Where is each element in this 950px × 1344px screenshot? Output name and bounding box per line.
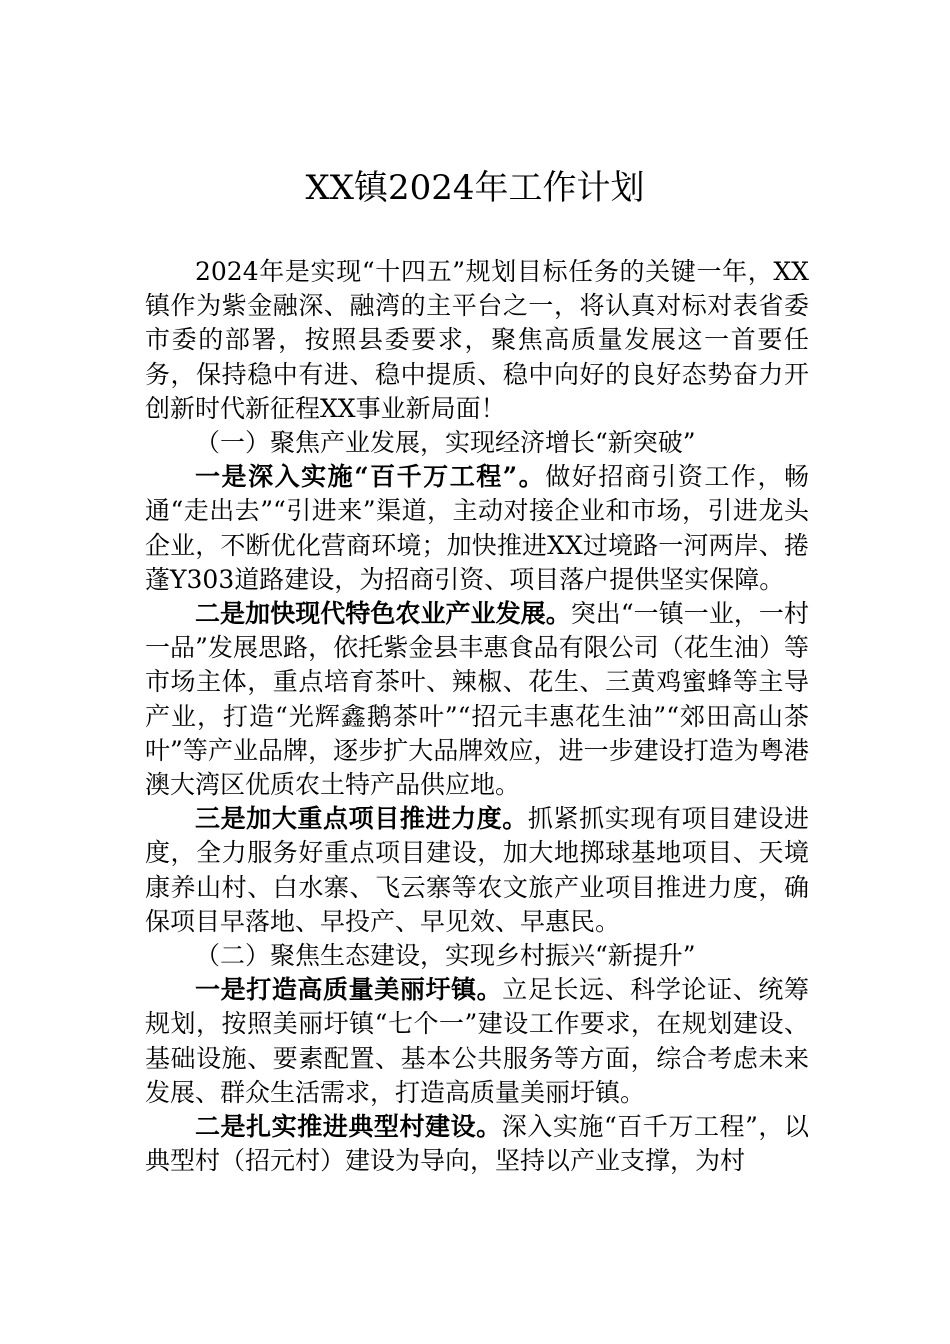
item-lead: 二是加快现代特色农业产业发展。 <box>195 599 571 629</box>
section-1-item-3 <box>145 802 809 939</box>
item-text: 立足长远、科学论证、统筹规划，按照美丽圩镇“七个一”建设工作要求，在规划建设、基础设施、要素配置、基本公共服务等方面，综合考虑未来发展、群众生活需求，打造高质量美丽圩镇。 <box>145 975 809 1107</box>
section-2-item-2 <box>145 1110 809 1178</box>
item-text: 做好招商引资工作，畅通“走出去”“引进来”渠道，主动对接企业和市场，引进龙头企业，不断优化营商环境；加快推进XX过境路一河两岸、捲蓬Y303道路建设，为招商引资、项目落户提供坚实保障。 <box>145 462 809 594</box>
item-text: 抓紧抓实现有项目建设进度，全力服务好重点项目建设，加大地掷球基地项目、天境康养山村、白水寨、飞云寨等农文旅产业项目推进力度，确保项目早落地、早投产、早见效、早惠民。 <box>145 804 809 936</box>
item-text: 深入实施“百千万工程”，以典型村（招元村）建设为导向，坚持以产业支撑，为村 <box>145 1112 809 1176</box>
item-lead: 一是打造高质量美丽圩镇。 <box>195 975 503 1005</box>
document-body <box>145 255 809 1178</box>
document-title: XX镇2024年工作计划 <box>305 168 645 208</box>
section-1-item-2 <box>145 597 809 802</box>
item-lead: 三是加大重点项目推进力度。 <box>195 804 528 834</box>
item-lead: 一是深入实施“百千万工程”。 <box>195 462 546 492</box>
intro-paragraph: 2024年是实现“十四五”规划目标任务的关键一年，XX镇作为紫金融深、融湾的主平台之一，将认真对标对表省委市委的部署，按照县委要求，聚焦高质量发展这一首要任务，保持稳中有进、稳中提质、稳中向好的良好态势奋力开创新时代新征程XX事业新局面！ <box>145 257 809 423</box>
section-2-item-1 <box>145 973 809 1110</box>
section-1-item-1 <box>145 460 809 597</box>
item-lead: 二是扎实推进典型村建设。 <box>195 1112 502 1142</box>
item-text: 突出“一镇一业，一村一品”发展思路，依托紫金县丰惠食品有限公司（花生油）等市场主体，重点培育茶叶、辣椒、花生、三黄鸡蜜蜂等主导产业，打造“光辉鑫鹅茶叶”“招元丰惠花生油”“郊田高山茶叶”等产业品牌，逐步扩大品牌效应，进一步建设打造为粤港澳大湾区优质农土特产品供应地。 <box>145 599 809 800</box>
section-heading-2: （二）聚焦生态建设，实现乡村振兴“新提升” <box>195 941 696 971</box>
section-heading-1: （一）聚焦产业发展，实现经济增长“新突破” <box>195 428 696 458</box>
